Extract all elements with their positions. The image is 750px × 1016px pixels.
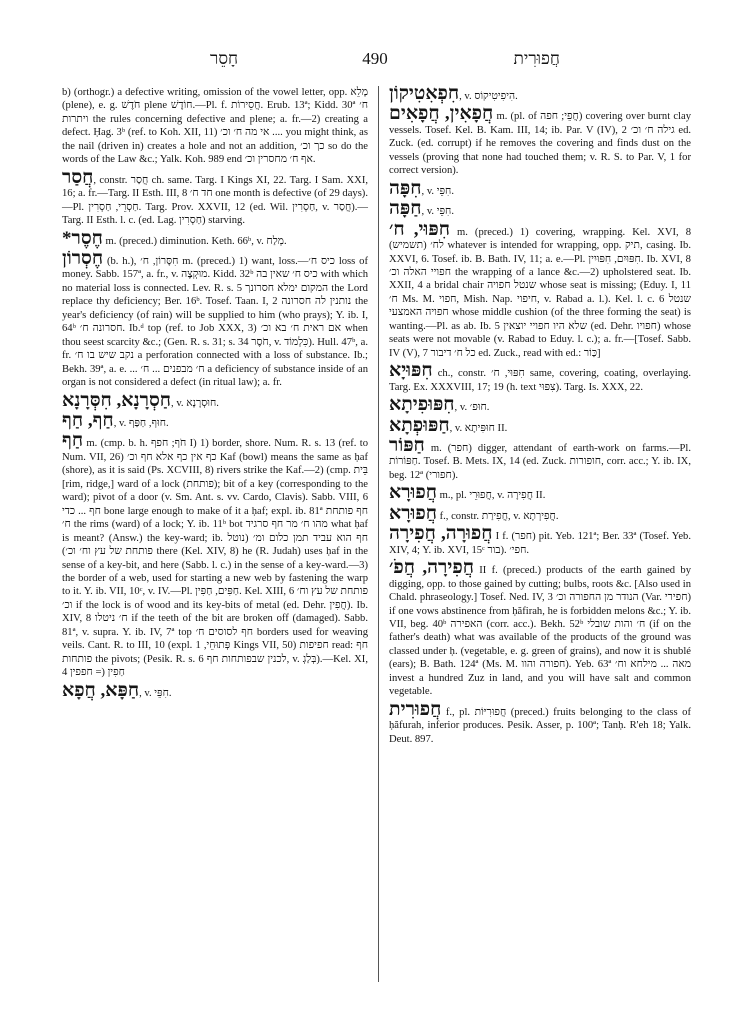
entry-text: , v. חִפֵּי. <box>139 687 172 699</box>
dictionary-entry <box>62 166 369 228</box>
entry-headword: חֲפִירָה, חֲפֹ׳ <box>389 557 474 579</box>
dictionary-entry <box>389 698 691 746</box>
entry-text: II f. (preced.) products of the earth gained by digging, opp. to those gained by cutting; bulbs, roots &c. [Also used in Chald. phraseology.] Tosef. Ned. IV, 3 הנודר מן החפורה וכ׳ (Var. חפירי) if one vows abstinence from ḥăfirah, he is forbidden melons &c.; Y. ib. VII, beg. 40ᵇ האפירה (corr. acc.). Bekh. 52ᵇ ח׳ והות שובלי (if on the father's death) what was available of the products of the ground was classed under ḥ. (vegetable, e. g. green of grains), and now it is shublé (ears); B. Bath. 124ª (Ms. M. חפורה והוו). Yeb. 63ª מאה ... מילחא וח׳ invest a hundred Zuz in land, and you will have salt and common vegetable. <box>389 565 692 698</box>
entry-text: ch., constr. חִפּוּי, ח׳ same, covering, coating, overlaying. Targ. Ex. XXXVIII, 17; 19 (h. text צִפּוּי). Targ. Is. XXX, 22. <box>389 368 691 393</box>
entry-headword: חִפָּה <box>389 177 422 199</box>
entry-headword: חִפּוּיָא <box>389 360 433 382</box>
entry-headword: חִפְאִטִיקוֹן <box>389 83 460 104</box>
entry-text: m. (cmp. b. h. חֹף; חפף I) 1) border, shore. Num. R. s. 13 (ref. to Num. VII, 26) כף אין כף אלא חף וכ׳ Kaf (bowl) means the same as ḥaf (shore), as it is said (Ps. XCVIII, 8) rivers strike the Kaf.—2) (cmp. בֵּית [rim, ridge,] ward of a lock (פותחת); bit of a key (corresponding to the ward); pivot of a door (v. Sm. Ant. s. vv. Cardo, Clavis). Sabb. VIII, 6 חף ... כדי bone large enough to make of it a ḥaf; expl. ib. 81ª חף פותחת ח׳ the rims (ward) of a lock; Y. ib. 11ᵇ bot מהו ח׳ מר חף סרגיד what ḥaf is meant? (Answ.) the key-ward; ib. חף הוא עביד תמן כלום ומ׳ (נוטל פותחת של עץ וח׳ וכ׳) there (Kel. XIV, 8) he (R. Judah) uses ḥaf in the sense of a key-bit, and here (Sabb. l. c.) in the sense of a key-ward.—3) the border of a web, used for starting a new web by fastening the warp to it. Y. ib. VII, 10ᶜ, v. IV.—Pl. חַפִּים, חַפִּין. Kel. XIII, 6 פותחת של עץ וח׳ וכ׳ if the lock is of wood and its key-bits of metal (ed. Dehr. חֲפִין). Ib. XIV, 8 ח׳ ניטלו if the teeth of the bit are broken off (damaged). Sabb. 81ª, v. supra. Y. ib. IV, 7ª top חף לסוסים ח׳ borders used for weaving veils. Cant. R. to III, 10 (expl. פְּתוּחֵי, 1 Kings VII, 50) חפיפות read: חף פותחות the pivots; (Pesik. R. s. 6 לכנין שבפותחות חף, v. בְּלַגְ).—Kel. XI, 4 חַפִין (= חפפין <box>62 438 369 679</box>
entry-headword: חַפָּה <box>389 198 422 220</box>
entry-text: , v. חִפֵּי. <box>421 206 454 218</box>
dictionary-entry <box>389 198 691 220</box>
entry-text: f., pl. חֲפוּרִיּוֹת (preced.) fruits belonging to the class of ḥăfurah, inferior produces. Pesik. Asser, p. 100ª; Tanḥ. R'eh 18; Yalk. Deut. 897. <box>389 706 691 745</box>
dictionary-entry <box>389 103 692 177</box>
entry-headword: חַפּוֹר <box>389 434 425 456</box>
left-running-headword: חָסֵר <box>210 49 239 68</box>
entry-text: , v. חוּפ׳. <box>454 402 490 414</box>
entry-text: (b. h.), חִסָּרוֹן, ח׳ m. (preced.) 1) want, loss.—כיס ח׳ loss of money. Sabb. 157ª, a. fr., v. מוּקְצֶה. Kidd. 32ᵇ כיס ח׳ שאין בה with which no material loss is connected. Lev. R. s. 5 המקום ימלא חסרונך the Lord replace thy deficiency; Ber. 16ᵇ. Tosef. Taan. I, 2 נותנין לה חסרונה the year's deficiency (of rain) will be supplied to him (who prays); Y. ib. I, 64ᵇ חסרונה ח׳. Ib.ᵈ top (ref. to Job XXX, 3) אם ראית ח׳ בא וכ׳ when thou seest scarcity &c.; (Gen. R. s. 31; s. 34 חֹסֶר, v. כִּלְמוֹד). Hull. 47ᵇ, a. fr. נקב שיש בו ח׳ a perforation connected with a loss of substance. Ib.; Bekh. 39ª, a. e. ... ח׳ מבפנים ... ח׳ a deficiency of substance inside of an organ is not considered a defect (in ritual law); a. fr. <box>62 255 369 389</box>
entry-text: m., pl. חֲפוּרֵי, v. חֲפִירָה II. <box>436 490 546 502</box>
entry-headword: חֲפוּרָא <box>389 502 437 524</box>
entry-headword: חַפָּא, חֲפָא <box>62 679 140 701</box>
dictionary-entry <box>389 83 691 104</box>
entry-text: m. (preced.) diminution. Keth. 66ᵇ, v. מְלַח. <box>102 235 287 247</box>
entry-headword: חִפּוּפִיתָא <box>389 394 455 416</box>
right-running-headword: חֲפוּרִית <box>513 49 560 68</box>
entry-headword: חֶסְרוֹן <box>62 247 104 269</box>
dictionary-entry <box>389 414 691 436</box>
entry-headword: חֲסַר <box>62 166 94 188</box>
column-divider <box>378 86 379 982</box>
dictionary-entry <box>389 482 691 504</box>
entry-headword: חַסְרָנָא, חִסְּרָנָא <box>62 389 172 411</box>
entry-text: , v. חוּסְרָנָא. <box>171 397 219 409</box>
entry-text: , v. חוּף, חַפַּף. <box>113 417 169 429</box>
dictionary-entry <box>389 218 692 361</box>
entry-headword: חִפּוּי, ח׳ <box>389 218 450 240</box>
dictionary-entry <box>389 394 691 416</box>
entry-headword: חֲפוּרָא <box>389 482 437 504</box>
entry-headword: חַף <box>62 430 84 452</box>
page-header <box>40 49 710 75</box>
entry-text: f., constr. חֲפִירַת, v. חֲפִירְתָא. <box>436 510 559 522</box>
entry-text: m. (pl. of חֲפֵי; חפה) covering over burnt clay vessels. Tosef. Kel. B. Kam. III, 14; ib. Par. V (IV), 2 גילה ח׳ וכ׳ ed. Zuck. (ed. corrupt) if he removes the covering and finds dust on the vessels (proving that none had touched them; v. R. S. to Par. V, 1 for correct version). <box>389 111 692 177</box>
entry-text: , v. הִיפִיטִיקוֹס. <box>459 91 518 102</box>
dictionary-entry <box>62 227 368 249</box>
dictionary-entry <box>389 502 691 524</box>
entry-text: , v. חִפֵּי. <box>421 185 454 197</box>
page-number: 490 <box>362 49 388 68</box>
dictionary-entry <box>389 523 691 557</box>
entry-text: , v. חוּפִּיתָא II. <box>449 422 508 434</box>
dictionary-entry <box>389 434 691 482</box>
entry-headword: *חֶסֶר <box>62 227 103 249</box>
dictionary-entry <box>62 247 369 390</box>
entry-text: m. (חפר) digger, attendant of earth-work on farms.—Pl. חַפּוֹרוֹת. Tosef. B. Mets. IX, 14 (ed. Zuck. חופורות, corr. acc.; Y. ib. IX, beg. 12ª (חפורי). <box>389 442 691 481</box>
entry-headword: חַף, חַף <box>62 409 114 431</box>
entry-text: b) (orthogr.) a defective writing, omission of the vowel letter, opp. מָלֵא (plene), e. g. חֹדֶשׁ plene חוֹדֶשׁ.—Pl. f. חֲסֵירוֹת. Erub. 13ª; Kidd. 30ª ח׳ ויתרות the rules concerning defective and plene; a. fr.—2) creating a defect. Ḥag. 3ᵇ (ref. to Koh. XII, 11) אי מה ח׳ וכ׳ .... you might think, as the nail (driven in) creates a hole and not an addition, כך וכ׳ so do the words of the Law &c.; Yalk. Koh. 989 end אף ח׳ מחסרין וכ׳. <box>62 87 368 166</box>
dictionary-entry <box>62 389 368 411</box>
left-column <box>62 86 368 703</box>
dictionary-entry <box>62 679 368 701</box>
entry-text: , constr. חֲסַר ch. same. Targ. I Kings XI, 22. Targ. I Sam. XXI, 16; a. fr.—Targ. II Esth. III, 8 חד ח׳ one month is defective (of 29 days).—Pl. חַסְרֵי, חַסְרִין. Targ. Prov. XXVII, 12 (ed. Wil. חַסְרִין, v. חֲסַר).—Targ. II Esth. l. c. (ed. Lag. חַסְרִין) starving. <box>62 174 369 227</box>
entry-headword: חַפּוּפְתָא <box>389 414 450 436</box>
dictionary-entry <box>389 360 691 394</box>
dictionary-entry <box>62 430 369 679</box>
entry-headword: חֲפוּרָה, חֲפִירָה <box>389 523 493 545</box>
entry-text: I f. (חפר) pit. Yeb. 121ª; Ber. 33ª (Tosef. Yeb. XIV, 4; Y. ib. XVI, 15ᶜ בור). חפי׳. <box>389 531 691 556</box>
right-column <box>389 83 692 749</box>
entry-text: m. (preced.) 1) covering, wrapping. Kel. XVI, 8 (תשמיש) לח׳ whatever is intended for wrapping, opp. תיק, casing. Ib. XXVI, 6. Tosef. ib. B. Bath. IV, 11; a. e.—Pl. חִפּוּיִם, חִפּוּיִין. Ib. XVI, 8 חפויי האלה וכ׳ the wrapping of a lance &c.—2) upholstered seat. Ib. XXII, 4 a bridal chair שנטל חפויה whose seat is missing; (Eduy. I, 11 ח׳ Ms. M. חפוי, Mish. Nap. חיפוי, v. Rabad a. l.). Kel. l. c. 6 שנטל חפויה האמצעי whose middle cushion (of the three forming the seat) is wanting.—Pl. as ab. Ib. 5 שלא היו חפויי יוצאין (ed. Dehr. חפויו) whose seats were not movable (v. Rabad to Eduy. l. c.); a. fr.—[Tosef. Sabb. IV (V), 7 כל ח׳ דיבור ed. Zuck., read with ed.: כַּוֹר] <box>389 226 692 359</box>
entry-headword: חֲפוּרִית <box>389 698 442 720</box>
dictionary-entry <box>389 557 692 699</box>
dictionary-entry <box>389 177 691 199</box>
entry-continuation <box>62 86 368 167</box>
dictionary-entry <box>62 409 368 431</box>
entry-headword: חֲפָאִין, חֲפָאִים <box>389 103 494 125</box>
